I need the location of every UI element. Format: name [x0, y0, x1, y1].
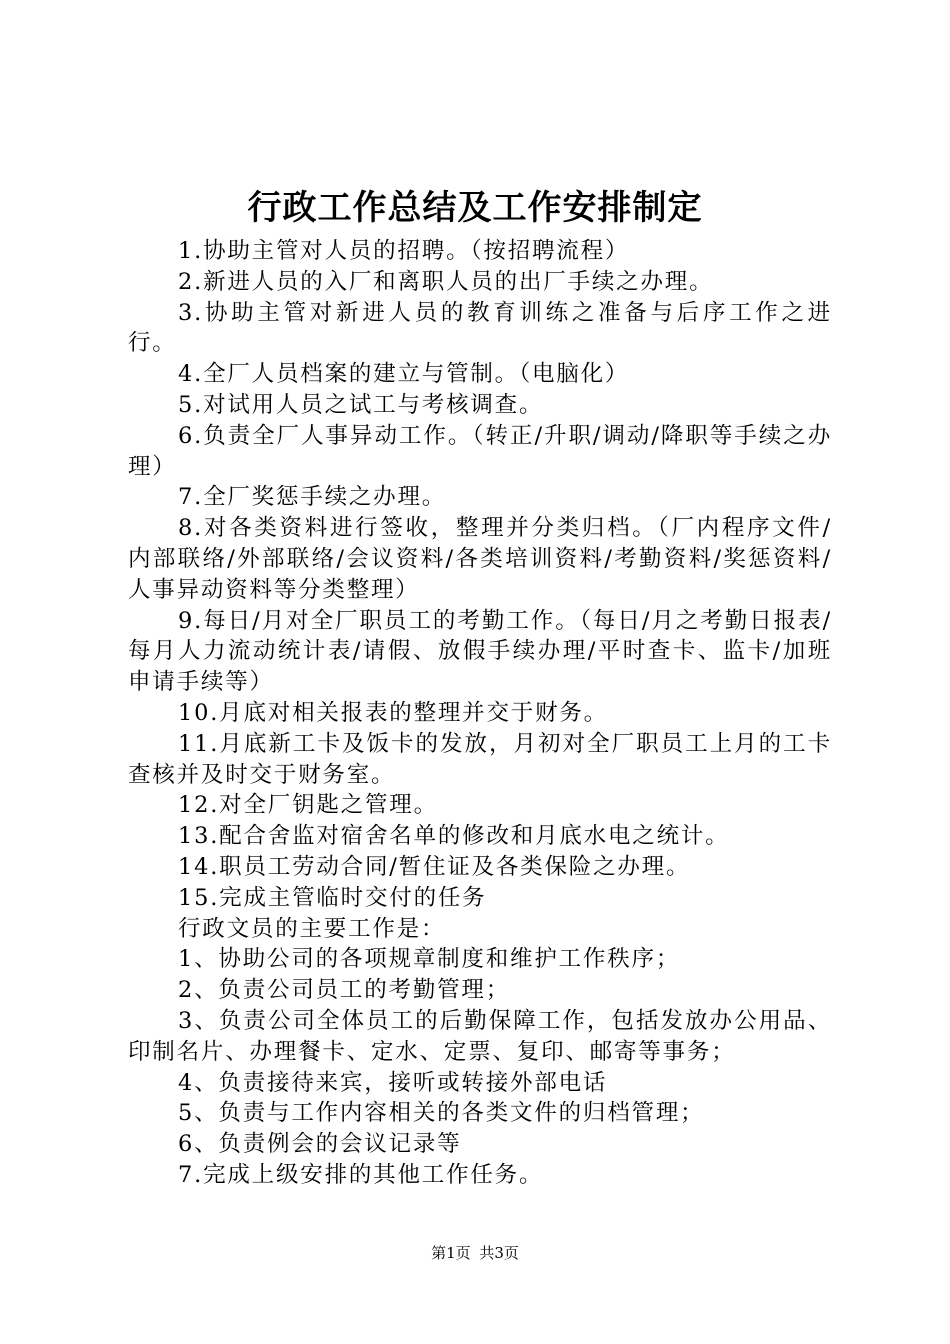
page-footer: [0, 1243, 950, 1263]
paragraph: 7.全厂奖惩手续之办理。: [178, 484, 447, 511]
paragraph: 2、负责公司员工的考勤管理；: [178, 977, 511, 1004]
paragraph: 9.每日/月对全厂职员工的考勤工作。（每日/月之考勤日报表/每月人力流动统计表/请假、放假手续办理/平时查卡、监卡/加班申请手续等）: [128, 607, 832, 696]
paragraph: 14.职员工劳动合同/暂住证及各类保险之办理。: [178, 853, 691, 880]
paragraph: 11.月底新工卡及饭卡的发放，月初对全厂职员工上月的工卡查核并及时交于财务室。: [128, 730, 832, 788]
document-body: [128, 236, 832, 1191]
document-title: 行政工作总结及工作安排制定: [247, 188, 703, 228]
paragraph: 行政文员的主要工作是：: [178, 915, 446, 942]
page-total: 共3页: [479, 1244, 519, 1262]
paragraph: 8.对各类资料进行签收，整理并分类归档。（厂内程序文件/内部联络/外部联络/会议资料/各类培训资料/考勤资料/奖惩资料/人事异动资料等分类整理）: [128, 515, 832, 603]
paragraph: 5、负责与工作内容相关的各类文件的归档管理；: [178, 1100, 705, 1127]
paragraph: 7.完成上级安排的其他工作任务。: [178, 1161, 544, 1188]
paragraph: 4.全厂人员档案的建立与管制。（电脑化）: [178, 361, 630, 388]
paragraph: 6.负责全厂人事异动工作。（转正/升职/调动/降职等手续之办理）: [128, 422, 832, 480]
paragraph: 2.新进人员的入厂和离职人员的出厂手续之办理。: [178, 268, 714, 295]
paragraph: 1.协助主管对人员的招聘。（按招聘流程）: [178, 238, 630, 264]
page-number: 第1页: [431, 1244, 471, 1262]
paragraph: 1、协助公司的各项规章制度和维护工作秩序；: [178, 946, 681, 973]
paragraph: 10.月底对相关报表的整理并交于财务。: [178, 699, 608, 726]
paragraph: 15.完成主管临时交付的任务: [178, 884, 487, 911]
paragraph: 3.协助主管对新进人员的教育训练之准备与后序工作之进行。: [128, 299, 832, 357]
paragraph: 12.对全厂钥匙之管理。: [178, 792, 438, 819]
paragraph: 4、负责接待来宾，接听或转接外部电话: [178, 1069, 608, 1096]
paragraph: 5.对试用人员之试工与考核调查。: [178, 391, 544, 418]
paragraph: 3、负责公司全体员工的后勤保障工作，包括发放办公用品、印制名片、办理餐卡、定水、定票、复印、邮寄等事务；: [128, 1007, 832, 1065]
paragraph: 6、负责例会的会议记录等: [178, 1131, 462, 1158]
paragraph: 13.配合舍监对宿舍名单的修改和月底水电之统计。: [178, 823, 730, 850]
